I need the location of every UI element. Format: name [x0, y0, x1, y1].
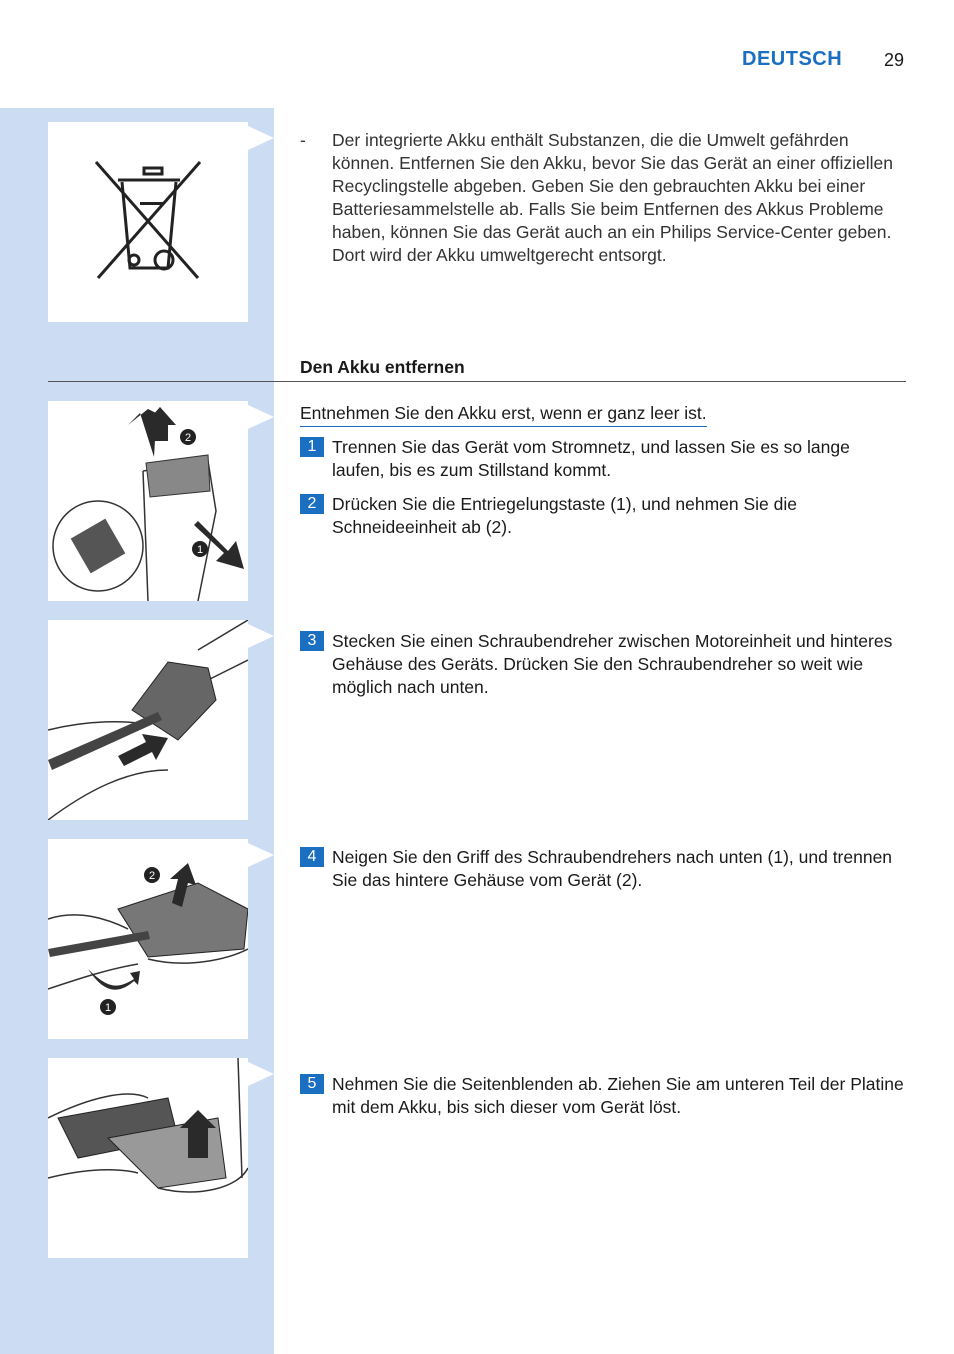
section-title: Den Akku entfernen: [300, 357, 465, 377]
svg-text:2: 2: [184, 432, 192, 444]
step-text: Trennen Sie das Gerät vom Stromnetz, und lassen Sie es so lange laufen, bis es zum Stillstand kommt.: [332, 437, 850, 480]
callout-1-icon: [192, 541, 208, 557]
step-text: Stecken Sie einen Schraubendreher zwischen Motoreinheit und hinteres Gehäuse des Geräts. Drücken Sie den Schraubendreher so weit wie möglich nach unten.: [332, 631, 893, 697]
step-text: Nehmen Sie die Seitenblenden ab. Ziehen Sie am unteren Teil der Platine mit dem Akku, bis sich dieser vom Gerät löst.: [332, 1074, 904, 1117]
language-label: DEUTSCH: [742, 48, 843, 70]
svg-text:1: 1: [104, 1002, 112, 1014]
step-2: [300, 493, 906, 539]
callout-2-icon: [144, 867, 160, 883]
step-text: Drücken Sie die Entriegelungstaste (1), und nehmen Sie die Schneideeinheit ab (2).: [332, 494, 797, 537]
recycling-text: Der integrierte Akku enthält Substanzen, die die Umwelt gefährden können. Entfernen Sie den Akku, bevor Sie das Gerät an einer offiziellen Recyclingstelle abgeben. Geben Sie den gebrauchten Akku bei einer Batteriesammelstelle ab. Falls Sie beim Entfernen des Akkus Probleme haben, können Sie das Gerät auch an ein Philips Service-Center geben. Dort wird der Akku umweltgerecht entsorgt.: [332, 130, 894, 265]
section-divider: [48, 381, 906, 382]
step5-figure: [48, 1058, 248, 1258]
callout-1-icon: [100, 999, 116, 1015]
svg-text:1: 1: [196, 544, 204, 556]
figure-pointer: [248, 843, 274, 867]
step-text: Neigen Sie den Griff des Schraubendrehers nach unten (1), und trennen Sie das hintere Gehäuse vom Gerät (2).: [332, 847, 893, 890]
step4-figure: [48, 839, 248, 1039]
crossed-bin-icon: [48, 122, 248, 322]
step3-figure: [48, 620, 248, 820]
step-1: [300, 436, 906, 482]
step-number: 3: [300, 631, 324, 651]
figure-pointer: [248, 126, 274, 150]
step-number: 2: [300, 494, 324, 514]
battery-empty-note: Entnehmen Sie den Akku erst, wenn er ganz leer ist.: [300, 402, 707, 427]
callout-2-icon: [180, 429, 196, 445]
list-dash: -: [300, 130, 306, 150]
step2-figure: [48, 401, 248, 601]
figure-pointer: [248, 1062, 274, 1086]
step-number: 5: [300, 1074, 324, 1094]
figure-pointer: [248, 624, 274, 648]
step-number: 4: [300, 847, 324, 867]
step-number: 1: [300, 437, 324, 457]
step-3: [300, 630, 906, 699]
figure-pointer: [248, 405, 274, 429]
step-4: [300, 846, 906, 892]
page-number: 29: [884, 50, 905, 70]
step-5: [300, 1073, 906, 1119]
svg-text:2: 2: [148, 870, 156, 882]
weee-bin-figure: [48, 122, 248, 322]
recycling-note: [300, 129, 906, 267]
